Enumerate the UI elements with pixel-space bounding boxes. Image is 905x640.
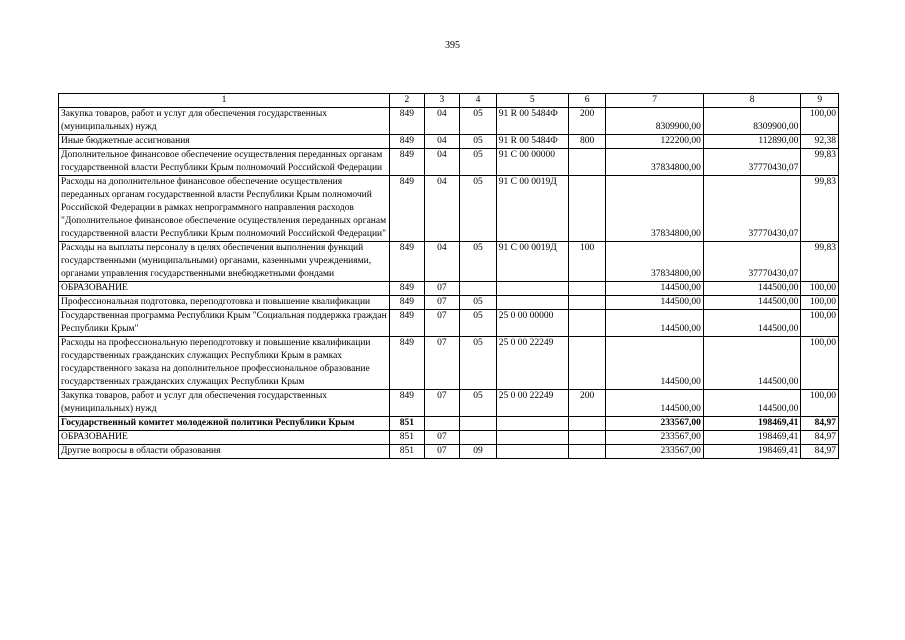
admin-code-cell: 851 [390,445,425,459]
admin-code-cell: 849 [390,282,425,296]
percent-cell: 99,83 [801,149,839,176]
executed-amount-cell: 8309900,00 [703,108,801,135]
admin-code-cell: 851 [390,431,425,445]
table-row [59,417,839,431]
table-row [59,337,839,390]
expense-type-cell [568,445,606,459]
planned-amount-cell: 233567,00 [606,431,704,445]
admin-code-cell: 849 [390,337,425,390]
table-row [59,108,839,135]
target-article-cell: 25 0 00 22249 [496,337,568,390]
table-row [59,390,839,417]
section-cell: 04 [424,149,460,176]
admin-code-cell: 849 [390,176,425,242]
planned-amount-cell: 122200,00 [606,135,704,149]
executed-amount-cell: 144500,00 [703,337,801,390]
table-row [59,242,839,282]
executed-amount-cell: 144500,00 [703,296,801,310]
admin-code-cell: 849 [390,108,425,135]
admin-code-cell: 849 [390,149,425,176]
target-article-cell: 91 С 00 0019Д [496,176,568,242]
row-name-cell: Дополнительное финансовое обеспечение осуществления переданных органам государственной власти Республики Крым полномочий Российской Федерации [59,149,390,176]
expense-type-cell [568,310,606,337]
section-cell: 07 [424,390,460,417]
executed-amount-cell: 198469,41 [703,417,801,431]
target-article-cell [496,296,568,310]
admin-code-cell: 849 [390,242,425,282]
subsection-cell: 05 [460,108,497,135]
subsection-cell: 09 [460,445,497,459]
planned-amount-cell: 233567,00 [606,445,704,459]
expense-type-cell [568,176,606,242]
row-name-cell: Закупка товаров, работ и услуг для обеспечения государственных (муниципальных) нужд [59,390,390,417]
executed-amount-cell: 144500,00 [703,310,801,337]
executed-amount-cell: 144500,00 [703,282,801,296]
planned-amount-cell: 144500,00 [606,296,704,310]
planned-amount-cell: 144500,00 [606,390,704,417]
table-row [59,296,839,310]
row-name-cell: Расходы на профессиональную переподготовку и повышение квалификации государственных гражданских служащих Республики Крым в рамках государственного заказа на дополнительное профессиональное образование государственных гражданских служащих Республики Крым [59,337,390,390]
expense-type-cell [568,417,606,431]
subsection-cell: 05 [460,337,497,390]
section-cell: 07 [424,282,460,296]
section-cell [424,417,460,431]
section-cell: 04 [424,135,460,149]
percent-cell: 99,83 [801,176,839,242]
expense-type-cell: 100 [568,242,606,282]
executed-amount-cell: 144500,00 [703,390,801,417]
executed-amount-cell: 37770430,07 [703,242,801,282]
percent-cell: 99,83 [801,242,839,282]
target-article-cell [496,445,568,459]
percent-cell: 100,00 [801,108,839,135]
row-name-cell: Расходы на выплаты персоналу в целях обеспечения выполнения функций государственными (муниципальными) органами, казенными учреждениями, органами управления государственными внебюджетными фондами [59,242,390,282]
percent-cell: 100,00 [801,390,839,417]
section-cell: 04 [424,176,460,242]
subsection-cell: 05 [460,296,497,310]
admin-code-cell: 849 [390,296,425,310]
subsection-cell: 05 [460,149,497,176]
subsection-cell [460,282,497,296]
section-cell: 07 [424,310,460,337]
subsection-cell: 05 [460,242,497,282]
header-row [59,94,839,108]
percent-cell: 100,00 [801,296,839,310]
table-row [59,445,839,459]
header-cell: 9 [801,94,839,108]
target-article-cell: 91 С 00 0019Д [496,242,568,282]
section-cell: 07 [424,445,460,459]
percent-cell: 100,00 [801,310,839,337]
table-row [59,282,839,296]
subsection-cell: 05 [460,176,497,242]
table-row [59,431,839,445]
row-name-cell: Другие вопросы в области образования [59,445,390,459]
percent-cell: 92,38 [801,135,839,149]
expense-type-cell: 200 [568,390,606,417]
planned-amount-cell: 8309900,00 [606,108,704,135]
planned-amount-cell: 37834800,00 [606,149,704,176]
subsection-cell: 05 [460,390,497,417]
percent-cell: 84,97 [801,445,839,459]
expense-type-cell [568,431,606,445]
planned-amount-cell: 144500,00 [606,337,704,390]
target-article-cell: 25 0 00 00000 [496,310,568,337]
expense-type-cell [568,296,606,310]
subsection-cell: 05 [460,310,497,337]
percent-cell: 84,97 [801,417,839,431]
planned-amount-cell: 37834800,00 [606,242,704,282]
target-article-cell [496,282,568,296]
target-article-cell [496,417,568,431]
executed-amount-cell: 112890,00 [703,135,801,149]
executed-amount-cell: 37770430,07 [703,176,801,242]
row-name-cell: Иные бюджетные ассигнования [59,135,390,149]
page-number: 395 [445,40,460,51]
expense-type-cell [568,337,606,390]
planned-amount-cell: 144500,00 [606,282,704,296]
percent-cell: 100,00 [801,282,839,296]
table-row [59,135,839,149]
row-name-cell: Профессиональная подготовка, переподготовка и повышение квалификации [59,296,390,310]
expense-type-cell: 200 [568,108,606,135]
header-cell: 7 [606,94,704,108]
row-name-cell: Государственная программа Республики Крым "Социальная поддержка граждан Республики Крым" [59,310,390,337]
header-cell: 1 [59,94,390,108]
target-article-cell: 91 R 00 5484Ф [496,108,568,135]
header-cell: 6 [568,94,606,108]
percent-cell: 84,97 [801,431,839,445]
section-cell: 07 [424,337,460,390]
planned-amount-cell: 37834800,00 [606,176,704,242]
planned-amount-cell: 144500,00 [606,310,704,337]
header-cell: 5 [496,94,568,108]
target-article-cell [496,431,568,445]
admin-code-cell: 851 [390,417,425,431]
subsection-cell: 05 [460,135,497,149]
target-article-cell: 91 С 00 00000 [496,149,568,176]
executed-amount-cell: 198469,41 [703,431,801,445]
section-cell: 07 [424,431,460,445]
admin-code-cell: 849 [390,390,425,417]
row-name-cell: Закупка товаров, работ и услуг для обеспечения государственных (муниципальных) нужд [59,108,390,135]
row-name-cell: ОБРАЗОВАНИЕ [59,431,390,445]
header-cell: 4 [460,94,497,108]
subsection-cell [460,431,497,445]
header-cell: 2 [390,94,425,108]
expense-type-cell [568,149,606,176]
row-name-cell: Расходы на дополнительное финансовое обеспечение осуществления переданных органам государственной власти Республики Крым полномочий Российской Федерации в рамках непрограммного направления расходов "Дополнительное финансовое обеспечение осуществления переданных органам государственной власти Республики Крым полномочий Российской Федерации" [59,176,390,242]
table-row [59,149,839,176]
section-cell: 04 [424,242,460,282]
table-row [59,310,839,337]
row-name-cell: ОБРАЗОВАНИЕ [59,282,390,296]
admin-code-cell: 849 [390,310,425,337]
target-article-cell: 25 0 00 22249 [496,390,568,417]
section-cell: 07 [424,296,460,310]
header-cell: 3 [424,94,460,108]
executed-amount-cell: 37770430,07 [703,149,801,176]
budget-table [58,93,839,459]
header-cell: 8 [703,94,801,108]
admin-code-cell: 849 [390,135,425,149]
executed-amount-cell: 198469,41 [703,445,801,459]
row-name-cell: Государственный комитет молодежной политики Республики Крым [59,417,390,431]
percent-cell: 100,00 [801,337,839,390]
section-cell: 04 [424,108,460,135]
target-article-cell: 91 R 00 5484Ф [496,135,568,149]
table-row [59,176,839,242]
expense-type-cell [568,282,606,296]
planned-amount-cell: 233567,00 [606,417,704,431]
expense-type-cell: 800 [568,135,606,149]
subsection-cell [460,417,497,431]
